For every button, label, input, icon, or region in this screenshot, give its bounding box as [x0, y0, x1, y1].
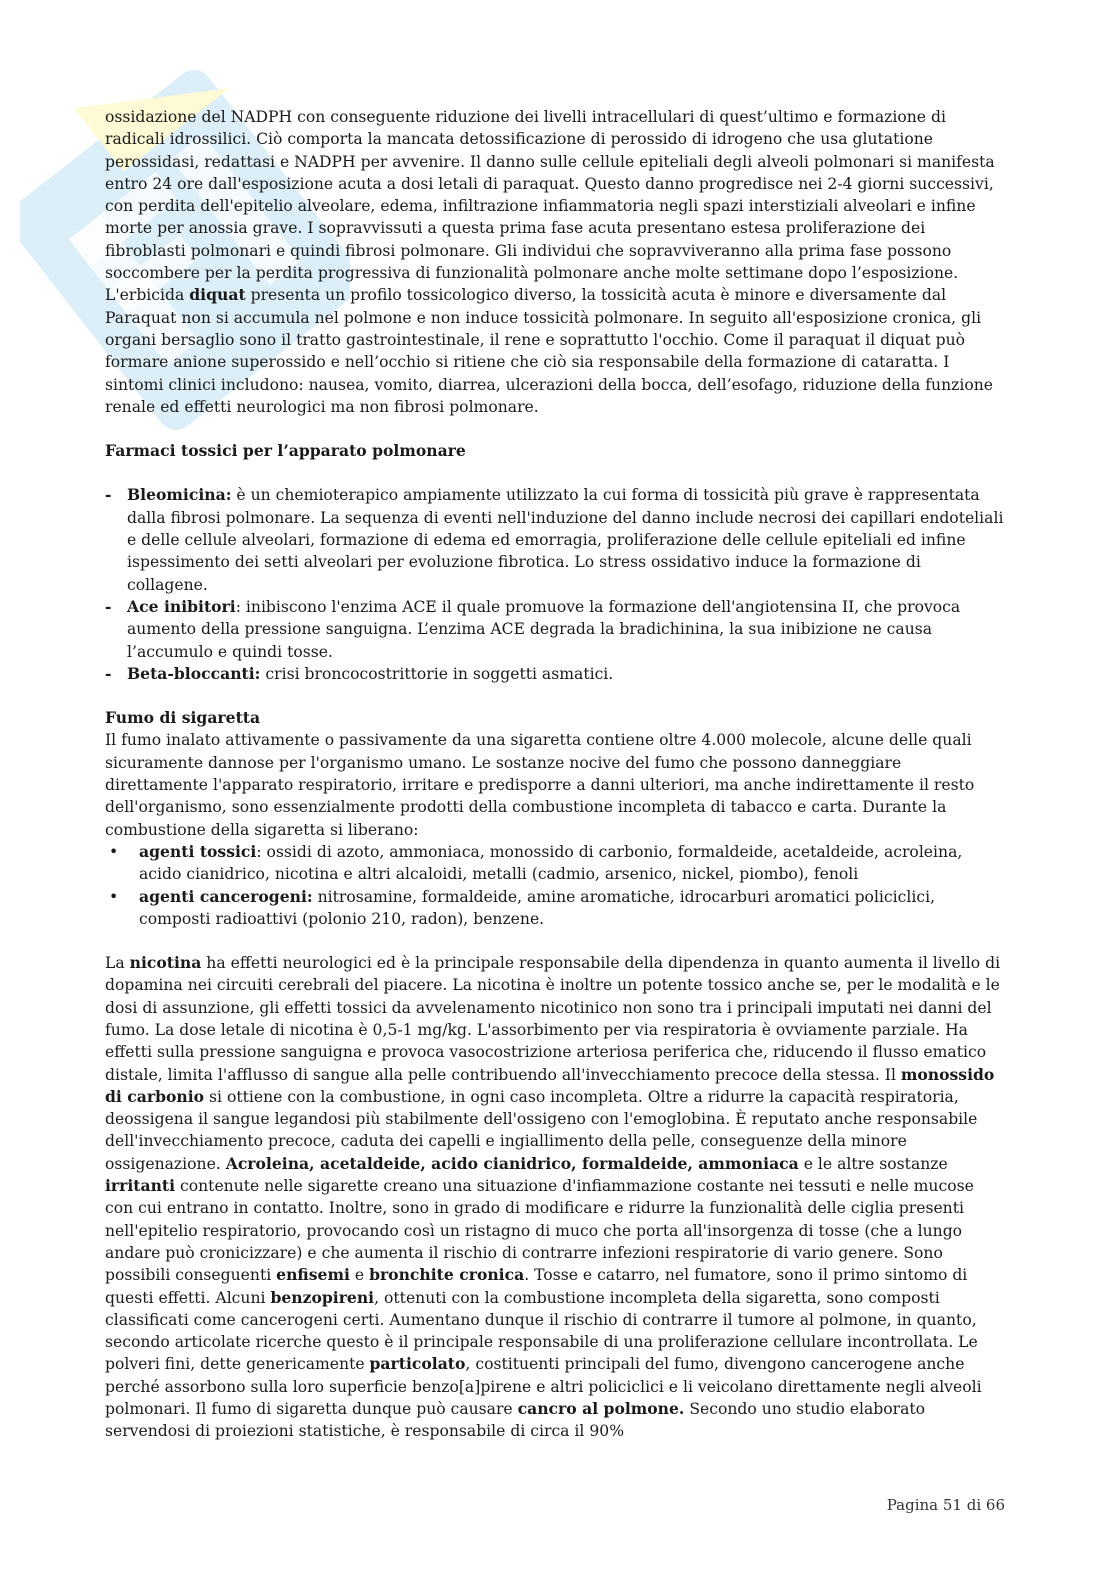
page-number: Pagina 51 di 66 [886, 1496, 1005, 1514]
smoke-paragraph: Il fumo inalato attivamente o passivamente da una sigaretta contiene oltre 4.000 molecole, alcune delle quali sicuramente dannose per l'organismo umano. Le sostanze nocive del fumo che possono danneggiare direttamente l'apparato respiratorio, irritare e predisporre a danni ulteriori, ma anche indirettamente il resto dell'organismo, sono essenzialmente prodotti della combustione incompleta di tabacco e carta. Durante la combustione della sigaretta si liberano: [105, 731, 975, 839]
agents-list [105, 841, 1005, 930]
section-heading-smoke: Fumo di sigaretta [105, 708, 261, 728]
list-item: • agenti cancerogeni: nitrosamine, formaldeide, amine aromatiche, idrocarburi aromatici policiclici, composti radioattivi (polonio 210, radon), benzene. [105, 886, 1005, 931]
list-item: - Beta-bloccanti: crisi broncocostrittorie in soggetti asmatici. [105, 663, 1005, 685]
list-item: - Ace inibitori: inibiscono l'enzima ACE il quale promuove la formazione dell'angiotensina II, che provoca aumento della pressione sanguigna. L’enzima ACE degrada la bradichinina, la sua inibizione ne causa l’accumulo e quindi tosse. [105, 596, 1005, 663]
list-item: - Bleomicina: è un chemioterapico ampiamente utilizzato la cui forma di tossicità più grave è rappresentata dalla fibrosi polmonare. La sequenza di eventi nell'induzione del danno include necrosi dei capillari endoteliali e delle cellule alveolari, formazione di edema ed emorragia, proliferazione delle cellule epiteliali ed infine ispessimento dei setti alveolari per evoluzione fibrotica. Lo stress ossidativo induce la formazione di collagene. [105, 484, 1005, 595]
list-item: • agenti tossici: ossidi di azoto, ammoniaca, monossido di carbonio, formaldeide, acetaldeide, acroleina, acido cianidrico, nicotina e altri alcaloidi, metalli (cadmio, arsenico, nickel, piombo), fenoli [105, 841, 1005, 886]
term-diquat: diquat [189, 285, 246, 305]
intro-paragraph: ossidazione del NADPH con conseguente riduzione dei livelli intracellulari di quest’ultimo e formazione di radicali idrossilici. Ciò comporta la mancata detossificazione di perossido di idrogeno che usa glutatione perossidasi, redattasi e NADPH per avvenire. Il danno sulle cellule epiteliali degli alveoli polmonari si manifesta entro 24 ore dall'esposizione acuta a dosi letali di paraquat. Questo danno progredisce nei 2-4 giorni successivi, con perdita dell'epitelio alveolare, edema, infiltrazione infiammatoria negli spazi interstiziali alveolari e infine morte per anossia grave. I sopravvissuti a questa prima fase acuta presentano estesa proliferazione dei fibroblasti polmonari e quindi fibrosi polmonare. Gli individui che sopravviveranno alla prima fase possono soccombere per la perdita progressiva di funzionalità polmonare anche molte settimane dopo l’esposizione. L'erbicida diquat presenta un profilo tossicologico diverso, la tossicità acuta è minore e diversamente dal Paraquat non si accumula nel polmone e non induce tossicità polmonare. In seguito all'esposizione cronica, gli organi bersaglio sono il tratto gastrointestinale, il rene e soprattutto l'occhio. Come il paraquat il diquat può formare anione superossido e nell’occhio si ritiene che ciò sia responsabile della formazione di cataratta. I sintomi clinici includono: nausea, vomito, diarrea, ulcerazioni della bocca, dell’esofago, riduzione della funzione renale ed effetti neurologici ma non fibrosi polmonare. [105, 108, 995, 416]
document-page [105, 106, 1005, 1443]
drug-list [105, 484, 1005, 685]
section-heading-drugs: Farmaci tossici per l’apparato polmonare [105, 441, 466, 461]
nicotine-paragraph: La nicotina ha effetti neurologici ed è la principale responsabile della dipendenza in quanto aumenta il livello di dopamina nei circuiti cerebrali del piacere. La nicotina è inoltre un potente tossico anche se, per le modalità e le dosi di assunzione, gli effetti tossici da avvelenamento nicotinico non sono tra i principali imputati nei danni del fumo. La dose letale di nicotina è 0,5-1 mg/kg. L'assorbimento per via respiratoria è ovviamente parziale. Ha effetti sulla pressione sanguigna e provoca vasocostrizione arteriosa periferica che, riducendo il flusso ematico distale, limita l'afflusso di sangue alla pelle contribuendo all'invecchiamento precoce della stessa. Il monossido di carbonio si ottiene con la combustione, in ogni caso incompleta. Oltre a ridurre la capacità respiratoria, deossigena il sangue legandosi più stabilmente dell'ossigeno con l'emoglobina. È reputato anche responsabile dell'invecchiamento precoce, caduta dei capelli e ingiallimento della pelle, conseguenze della minore ossigenazione. Acroleina, acetaldeide, acido cianidrico, formaldeide, ammoniaca e le altre sostanze irritanti contenute nelle sigarette creano una situazione d'infiammazione costante nei tessuti e nelle mucose con cui entrano in contatto. Inoltre, sono in grado di modificare e ridurre la funzionalità delle ciglia presenti nell'epitelio respiratorio, provocando così un ristagno di muco che porta all'insorgenza di tosse (che a lungo andare può cronicizzare) e che aumenta il rischio di contrarre infezioni respiratorie di vario genere. Sono possibili conseguenti enfisemi e bronchite cronica. Tosse e catarro, nel fumatore, sono il primo sintomo di questi effetti. Alcuni benzopireni, ottenuti con la combustione incompleta della sigaretta, sono composti classificati come cancerogeni certi. Aumentano dunque il rischio di contrarre il tumore al polmone, in quanto, secondo articolate ricerche questo è il principale responsabile di una proliferazione cellulare incontrollata. Le polveri fini, dette genericamente particolato, costituenti principali del fumo, divengono cancerogene anche perché assorbono sulla loro superficie benzo[a]pirene e altri policiclici e li veicolano direttamente negli alveoli polmonari. Il fumo di sigaretta dunque può causare cancro al polmone. Secondo uno studio elaborato servendosi di proiezioni statistiche, è responsabile di circa il 90% [105, 953, 1001, 1441]
